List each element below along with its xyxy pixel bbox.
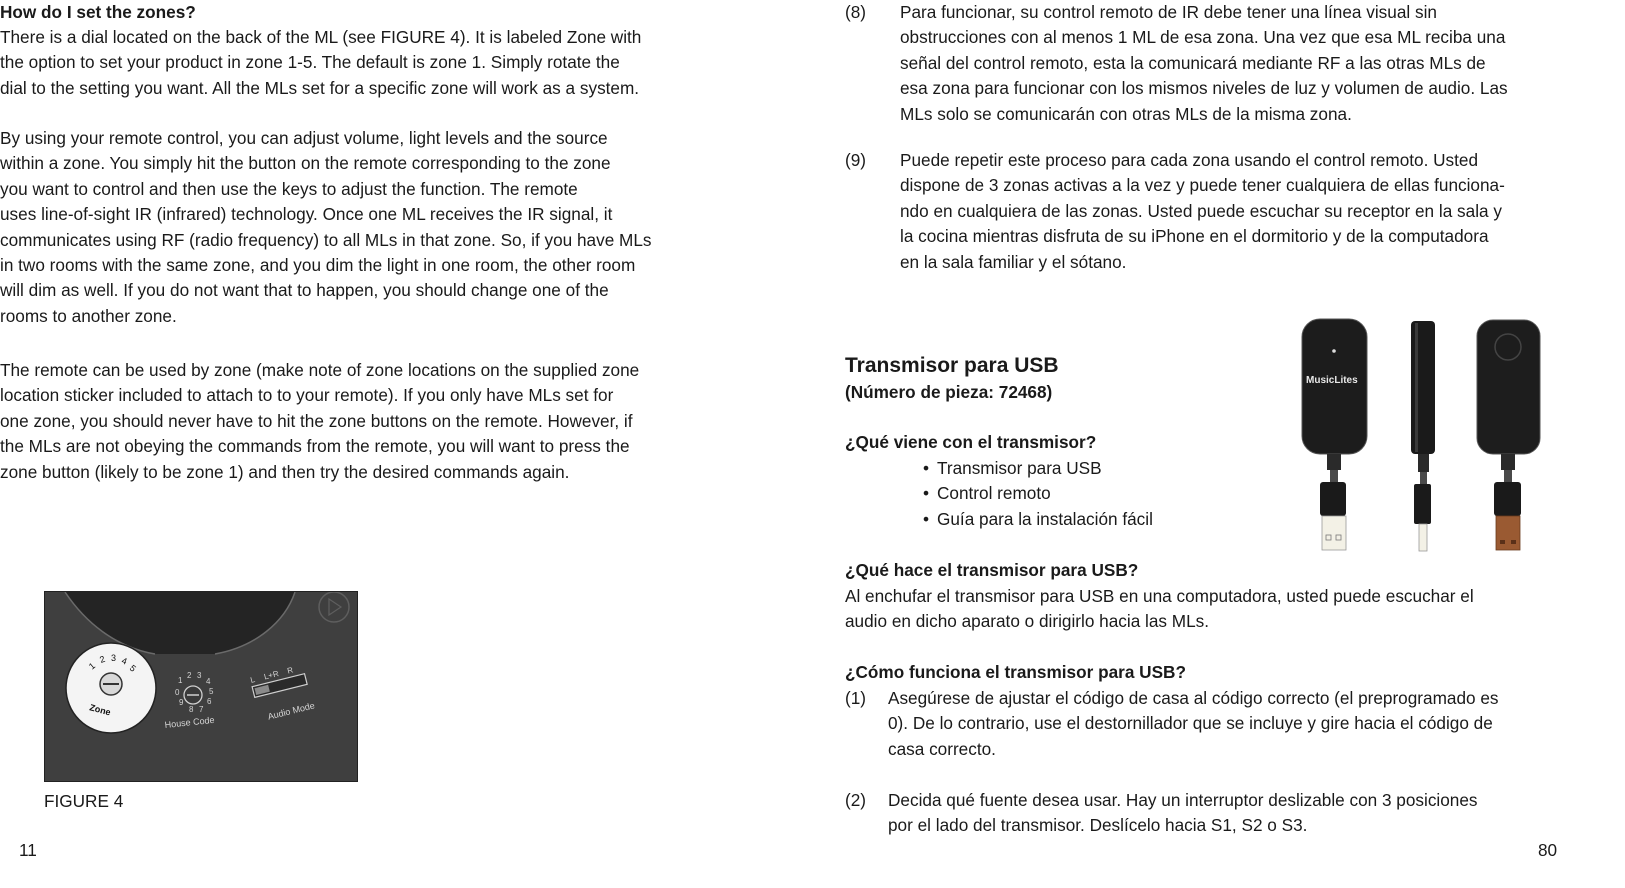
audio-mode-label: Audio Mode [266,700,316,722]
house-num-3: 3 [197,671,202,680]
page-number-right: 80 [1538,840,1558,860]
how-works-heading: ¿Cómo funciona el transmisor para USB? [845,662,1186,682]
zone-num-4: 4 [120,655,129,667]
audio-pos-r: R [286,665,295,676]
item-8-text: Para funcionar, su control remoto de IR debe tener una línea visual sin obstrucciones con al menos 1 ML de esa zona. Una vez que esa ML reciba una señal del control remoto, esta la comunicará mediante RF a las otras MLs de esa zona para funcionar con los mismos niveles de luz y volumen de audio. Las MLs solo se comunicarán con otras MLs de la misma zona. [900,2,1508,124]
item-9-text: Puede repetir este proceso para cada zona usando el control remoto. Usted dispone de 3 zonas activas a la vez y puede tener cualquiera de ellas funciona- ndo en cualquiera de las zonas. Usted puede escuchar su receptor en la sala y la cocina mientras disfruta de su iPhone en el dormitorio y de la computadora en la sala familiar y el sótano. [900,150,1505,272]
house-num-8: 8 [189,705,194,714]
zone-num-3: 3 [111,653,117,663]
list-item: • Guía para la instalación fácil [923,507,1153,532]
what-comes-heading: ¿Qué viene con el transmisor? [845,432,1097,452]
audio-pos-l: L [249,674,256,685]
what-comes-list [923,456,1153,532]
house-num-1: 1 [178,676,183,685]
step-2-number: (2) [845,790,867,810]
house-num-9: 9 [179,698,184,707]
step-1-number: (1) [845,688,867,708]
step-1-text: Asegúrese de ajustar el código de casa al código correcto (el preprogramado es 0). De lo contrario, use el destornillador que se incluye y gire hacia el código de casa correcto. [888,688,1499,759]
house-num-4: 4 [206,677,211,686]
house-num-2: 2 [187,671,192,680]
zones-paragraph-3: The remote can be used by zone (make note of zone locations on the supplied zone location sticker included to attach to to your remote). If you only have MLs set for one zone, you should never have to hit the zone buttons on the remote. However, if the MLs are not obeying the commands from the remote, you will want to press the zone button (likely to be zone 1) and then try the desired commands again. [0,360,640,482]
zones-heading: How do I set the zones? [0,2,196,22]
figure-caption: FIGURE 4 [44,791,124,811]
list-item: • Transmisor para USB [923,456,1153,481]
item-8-number: (8) [845,2,867,22]
right-page [780,0,1625,888]
brand-logo: MusicLites [1306,375,1358,386]
section-title: Transmisor para USB [845,354,1059,377]
step-2-text: Decida qué fuente desea usar. Hay un interruptor deslizable con 3 posiciones por el lado del transmisor. Deslícelo hacia S1, S2 o S3. [888,790,1478,836]
audio-pos-lr: L+R [263,669,280,682]
house-num-7: 7 [199,705,204,714]
page-number-left: 11 [19,840,37,860]
what-does-heading: ¿Qué hace el transmisor para USB? [845,560,1139,580]
zone-num-1: 1 [86,660,98,672]
zone-label: Zone [88,702,112,718]
house-num-0: 0 [175,688,180,697]
zones-paragraph-2: By using your remote control, you can adjust volume, light levels and the source within a zone. You simply hit the button on the remote corresponding to the zone you want to control and then use the keys to adjust the function. The remote uses line-of-sight IR (infrared) technology. Once one ML receives the IR signal, it communicates using RF (radio frequency) to all MLs in that zone. So, if you have MLs in two rooms with the same zone, and you dim the light in one room, the other room will dim as well. If you do not want that to happen, you should change one of the rooms to another zone. [0,128,652,326]
left-page [0,0,780,888]
house-num-6: 6 [207,697,212,706]
item-9-number: (9) [845,150,867,170]
part-number: (Número de pieza: 72468) [845,382,1053,402]
zone-num-2: 2 [98,653,107,665]
figure-4-dial-image [44,591,358,782]
house-num-5: 5 [209,687,214,696]
usb-transmitter-photo [1290,315,1568,557]
zones-paragraph-1: There is a dial located on the back of the ML (see FIGURE 4). It is labeled Zone with the option to set your product in zone 1-5. The default is zone 1. Simply rotate the dial to the setting you want. All the MLs set for a specific zone will work as a system. [0,27,642,98]
what-does-text: Al enchufar el transmisor para USB en una computadora, usted puede escuchar el audio en dicho aparato o dirigirlo hacia las MLs. [845,586,1474,632]
list-item: • Control remoto [923,481,1153,506]
zone-num-5: 5 [127,662,138,674]
house-code-label: House Code [164,714,215,730]
